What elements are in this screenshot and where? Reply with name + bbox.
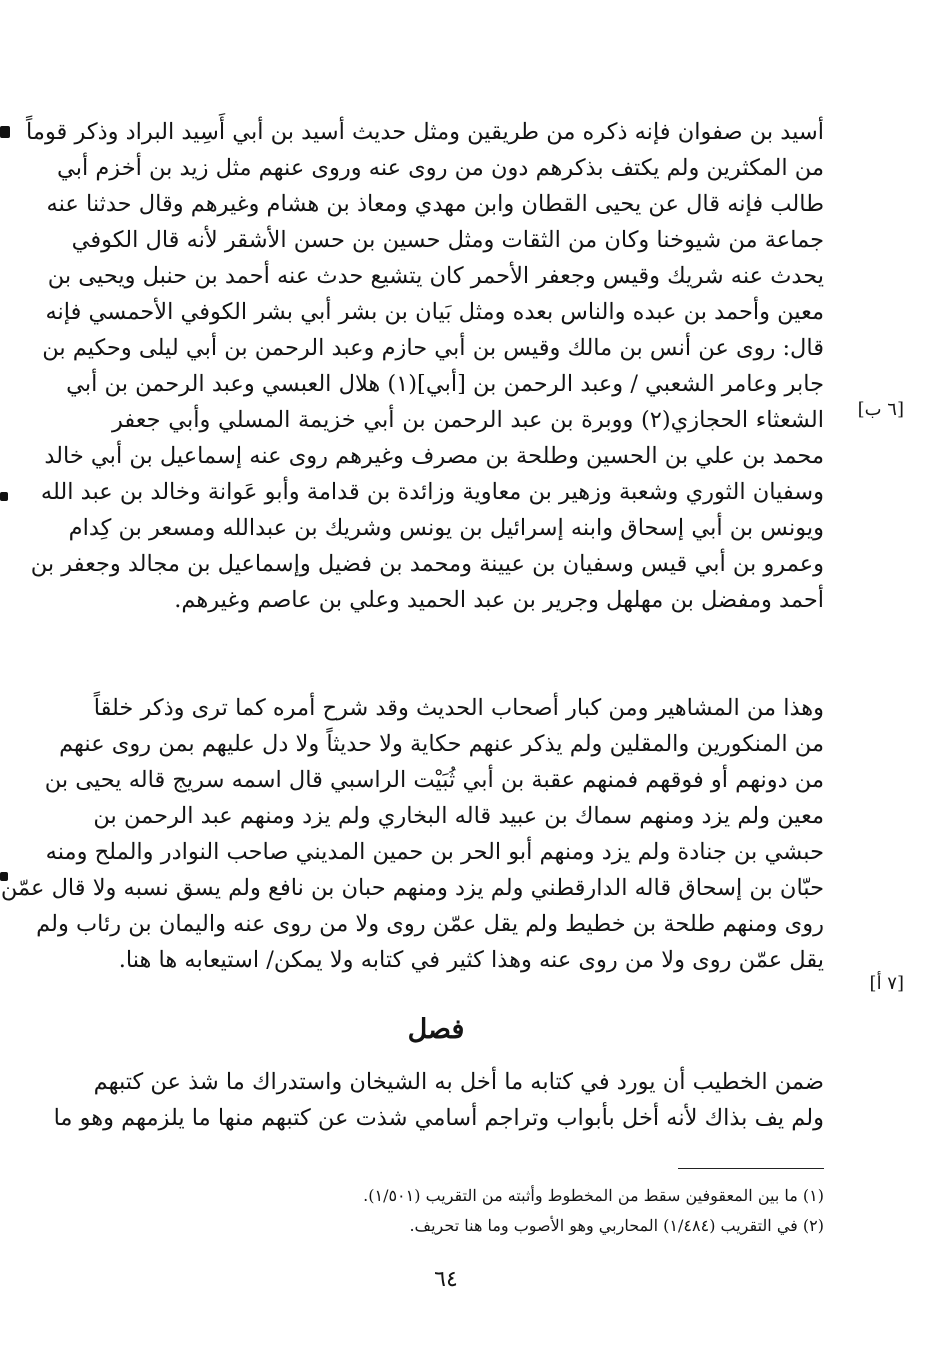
footnote-separator [678, 1168, 824, 1169]
text-line: وهذا من المشاهير ومن كبار أصحاب الحديث وقد شرح أمره كما ترى وذكر خلقاً [93, 695, 824, 721]
text-line: من المنكورين والمقلين ولم يذكر عنهم حكاية ولا حديثاً ولا دل عليهم بمن روى عنهم [59, 731, 824, 757]
text-line: من دونهم أو فوقهم فمنهم عقبة بن أبي ثُبَيْت الراسبي قال اسمه سريج قاله يحيى بن [44, 767, 824, 793]
text-line: وعمرو بن أبي قيس وسفيان بن عيينة ومحمد بن فضيل وإسماعيل بن مجالد وجعفر بن [30, 551, 824, 577]
binding-mark [0, 492, 8, 501]
margin-folio-marker: [٦ ب] [857, 399, 904, 420]
margin-folio-marker: [٧ أ] [869, 973, 904, 994]
text-line: أحمد ومفضل بن مهلهل وجرير بن عبد الحميد وعلي بن عاصم وغيرهم. [174, 587, 824, 613]
text-line: طالب فإنه قال عن يحيى القطان وابن مهدي ومعاذ بن هشام وغيرهم وقال حدثنا عنه [46, 191, 824, 217]
text-line: يقل عمّن روى ولا من روى عنه وهذا كثير في كتابه ولا يمكن/ استيعابه ها هنا. [118, 947, 824, 973]
text-line: جماعة من شيوخنا وكان من الثقات ومثل حسين بن حسن الأشقر لأنه قال الكوفي [71, 227, 824, 253]
text-line: حبّان بن إسحاق قاله الدارقطني ولم يزد ومنهم حبان بن نافع ولم يسق نسبه ولا قال عمّن [0, 875, 824, 901]
section-heading: فصل [407, 1014, 465, 1045]
text-line: ولم يف بذاك لأنه أخل بأبواب وتراجم أسامي شذت عن كتبهم منها ما يلزمهم وهو ما [53, 1105, 824, 1131]
binding-mark [0, 126, 10, 138]
page-number: ٦٤ [434, 1267, 458, 1292]
text-line: معين وأحمد بن عبده والناس بعده ومثل بَيان بن بشر أبي بشر الكوفي الأحمسي فإنه [45, 299, 824, 325]
text-line: محمد بن علي بن الحسين وطلحة بن مصرف وغيرهم روى عنه إسماعيل بن أبي خالد [44, 443, 824, 469]
text-line: أسيد بن صفوان فإنه ذكره من طريقين ومثل حديث أسيد بن أبي أَسِيد البراد وذكر قوماً [26, 119, 824, 145]
text-line: الشعثاء الحجازي(٢) ووبرة بن عبد الرحمن بن أبي خزيمة المسلي وأبي جعفر [112, 407, 824, 433]
footnote: (١) ما بين المعقوفين سقط من المخطوط وأثبته من التقريب (١/٥٠١). [363, 1186, 824, 1205]
footnote: (٢) في التقريب (١/٤٨٤) المحاربي وهو الأصوب وما هنا تحريف. [409, 1216, 824, 1235]
text-line: جابر وعامر الشعبي / وعبد الرحمن بن [أبي](١) هلال العبسي وعبد الرحمن بن أبي [66, 371, 824, 397]
text-line: ويونس بن أبي إسحاق وابنه إسرائيل بن يونس وشريك بن عبدالله ومسعر بن كِدام [68, 515, 824, 541]
text-line: قال: روى عن أنس بن مالك وقيس بن أبي حازم وعبد الرحمن بن أبي ليلى وحكيم بن [42, 335, 824, 361]
text-line: روى ومنهم طلحة بن خطيط ولم يقل عمّن روى ولا من روى عنه واليمان بن رئاب ولم [36, 911, 824, 937]
text-line: يحدث عنه شريك وقيس وجعفر الأحمر كان يتشيع حدث عنه أحمد بن حنبل ويحيى بن [47, 263, 824, 289]
text-line: وسفيان الثوري وشعبة وزهير بن معاوية وزائدة بن قدامة وأبو عَوانة وخالد بن عبد الله [40, 479, 824, 505]
text-line: معين ولم يزد ومنهم سماك بن عبيد قاله البخاري ولم يزد ومنهم عبد الرحمن بن [93, 803, 824, 829]
text-line: من المكثرين ولم يكتف بذكرهم دون من روى عنه وروى عنهم مثل زيد بن أخزم أبي [56, 155, 824, 181]
text-line: ضمن الخطيب أن يورد في كتابه ما أخل به الشيخان واستدراك ما شذ عن كتبهم [93, 1069, 824, 1095]
text-line: حبشي بن جنادة ولم يزد ومنهم أبو الحر بن حمين المديني صاحب النوادر والملح ومنه [45, 839, 824, 865]
